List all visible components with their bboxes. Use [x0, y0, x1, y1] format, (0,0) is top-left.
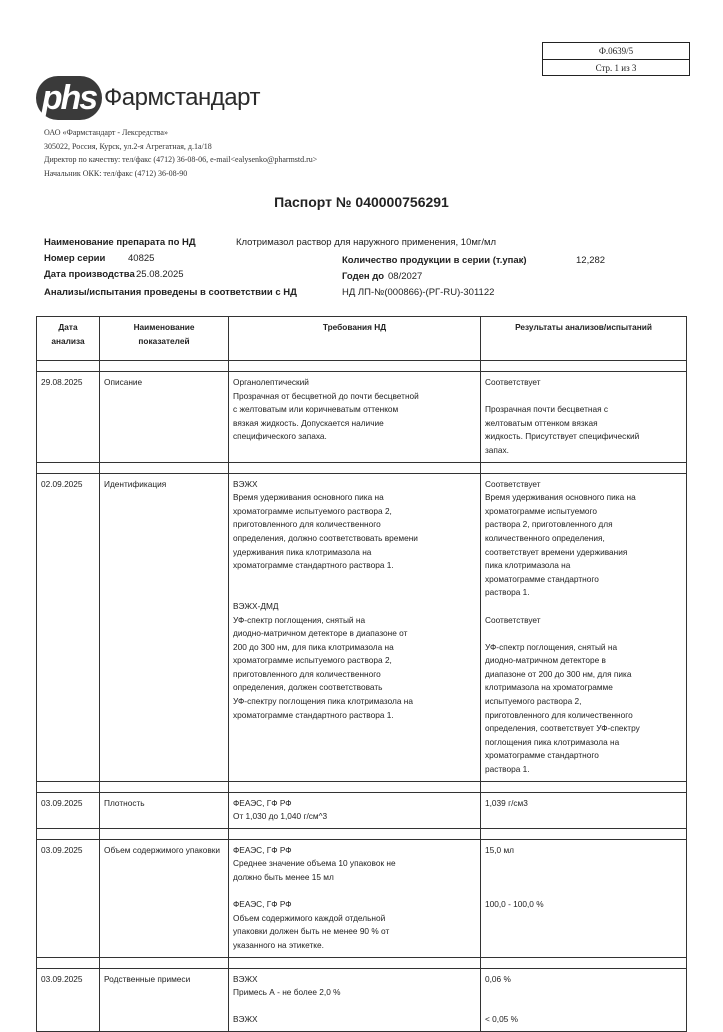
analysis-date — [37, 968, 100, 1031]
cell-line: Соответствует — [485, 377, 541, 387]
cell-line: приготовленного для количественного — [233, 519, 381, 530]
cell-line — [485, 986, 682, 1000]
cell-line: хроматограмме стандартного — [485, 750, 599, 761]
requirement-text — [229, 473, 481, 781]
analysis-date — [37, 473, 100, 781]
cell-line: хроматограмме испытуемого — [485, 505, 597, 516]
cell-line: 03.09.2025 — [41, 797, 83, 808]
cell-line: жидкость. Присутствует специфический — [485, 431, 640, 442]
cell-line: пика клотримазола на — [485, 560, 571, 571]
cell-line — [485, 885, 682, 899]
cell-line: желтоватым оттенком вязкая — [485, 417, 598, 428]
analysis-date — [37, 792, 100, 828]
row-spacer — [37, 828, 687, 839]
cell-line: испытуемого раствора 2, — [485, 696, 582, 707]
nd-value: НД ЛП-№(000866)-(РГ-RU)-301122 — [342, 287, 495, 298]
parameter-name — [100, 839, 229, 957]
row-spacer — [37, 781, 687, 792]
cell-line: УФ-спектр поглощения, снятый на — [233, 614, 366, 625]
cell-line: диапазоне от 200 до 300 нм, для пика — [485, 668, 632, 679]
company-info — [44, 126, 317, 180]
analysis-date — [37, 839, 100, 957]
okk-head-contact: Начальник ОКК: тел/факс (4712) 36-08-90 — [44, 168, 188, 178]
cell-line: раствора 1. — [485, 764, 530, 775]
cell-line: хроматограмме стандартного раствора 1. — [233, 709, 394, 720]
cell-line: хроматограмме стандартного раствора 1. — [233, 560, 394, 571]
cell-line: 02.09.2025 — [41, 478, 83, 489]
cell-line: диодно-матричном детекторе в диапазоне от — [233, 628, 408, 639]
cell-line: раствора 2, приготовленного для — [485, 519, 613, 530]
expiry-value: 08/2027 — [388, 271, 423, 282]
table-row — [37, 473, 687, 781]
cell-line — [485, 871, 682, 885]
table-header-row — [37, 317, 687, 361]
company-address: 305022, Россия, Курск, ул.2-я Агрегатная, д.1а/18 — [44, 141, 212, 151]
result-text — [481, 968, 687, 1031]
parameter-name — [100, 372, 229, 463]
cell-line — [233, 573, 476, 587]
table-row — [37, 839, 687, 957]
cell-line: количественного определения, — [485, 532, 605, 543]
quality-director-contact: Директор по качеству: тел/факс (4712) 36-08-06, e-mail<ealysenko@pharmstd.ru> — [44, 155, 318, 164]
table-row — [37, 968, 687, 1031]
cell-line — [233, 586, 476, 600]
cell-line — [233, 885, 476, 899]
cell-line: запах. — [485, 444, 509, 455]
header-date: Дата анализа — [37, 317, 100, 361]
cell-line: специфического запаха. — [233, 431, 327, 442]
cell-line: Прозрачная от бесцветной до почти бесцветной — [233, 390, 419, 401]
header-requirements: Требования НД — [229, 317, 481, 361]
cell-line: приготовленного для количественного — [233, 668, 381, 679]
cell-line: упаковки должен быть не менее 90 % от — [233, 926, 390, 937]
series-label: Номер серии — [44, 253, 106, 264]
header-results: Результаты анализов/испытаний — [481, 317, 687, 361]
cell-line: Органолептический — [233, 377, 309, 387]
cell-line — [485, 390, 682, 404]
cell-line: Прозрачная почти бесцветная с — [485, 404, 609, 415]
production-date-label: Дата производства — [44, 269, 135, 280]
cell-line: 03.09.2025 — [41, 973, 83, 984]
cell-line: Примесь А - не более 2,0 % — [233, 987, 341, 998]
requirement-text — [229, 792, 481, 828]
result-text — [481, 792, 687, 828]
cell-line: определения, соответствует УФ-спектру — [485, 723, 640, 734]
cell-line: удерживания пика клотримазола на — [233, 546, 372, 557]
cell-line: соответствует времени удерживания — [485, 546, 628, 557]
cell-line: 15,0 мл — [485, 844, 514, 855]
result-text — [481, 473, 687, 781]
cell-line: определения, должен соответствовать — [233, 682, 383, 693]
cell-line: определения, должно соответствовать времени — [233, 532, 418, 543]
cell-line — [233, 1000, 476, 1014]
cell-line — [485, 600, 682, 614]
cell-line: ВЭЖХ — [233, 478, 258, 489]
row-spacer — [37, 361, 687, 372]
form-code-box — [542, 42, 690, 76]
drug-value: Клотримазол раствор для наружного применения, 10мг/мл — [236, 237, 497, 248]
analysis-date — [37, 372, 100, 463]
cell-line: раствора 1. — [485, 587, 530, 598]
cell-line: хроматограмме испытуемого раствора 2, — [233, 655, 392, 666]
cell-line: поглощения пика клотримазола на — [485, 736, 620, 747]
cell-line: < 0,05 % — [485, 1014, 518, 1025]
cell-line: Объем содержимого каждой отдельной — [233, 912, 386, 923]
cell-line: 200 до 300 нм, для пика клотримазола на — [233, 641, 394, 652]
page-number: Стр. 1 из 3 — [543, 59, 689, 76]
cell-line: Соответствует — [485, 614, 541, 625]
cell-line: Время удерживания основного пика на — [233, 492, 384, 503]
result-text — [481, 839, 687, 957]
cell-line: должно быть менее 15 мл — [233, 872, 334, 882]
analysis-table — [36, 316, 687, 1032]
cell-line: ВЭЖХ — [233, 1014, 258, 1025]
cell-line: От 1,030 до 1,040 г/см^3 — [233, 811, 328, 822]
cell-line — [485, 627, 682, 641]
company-name: ОАО «Фармстандарт - Лексредства» — [44, 128, 168, 137]
passport-title: Паспорт № 040000756291 — [274, 194, 449, 210]
nd-label: Анализы/испытания проведены в соответствии с НД — [44, 287, 297, 298]
logo-name: Фармстандарт — [104, 84, 260, 111]
cell-line: 0,06 % — [485, 973, 511, 984]
cell-line: приготовленного для количественного — [485, 709, 633, 720]
cell-line: 03.09.2025 — [41, 844, 83, 855]
cell-line: клотримазола на хроматограмме — [485, 682, 613, 693]
row-spacer — [37, 957, 687, 968]
cell-line: ФЕАЭС, ГФ РФ — [233, 844, 292, 855]
result-text — [481, 372, 687, 463]
cell-line — [485, 857, 682, 871]
series-value: 40825 — [128, 253, 155, 264]
cell-line: ФЕАЭС, ГФ РФ — [233, 797, 292, 808]
cell-line: 100,0 - 100,0 % — [485, 899, 544, 910]
cell-line: Соответствует — [485, 478, 541, 489]
row-spacer — [37, 462, 687, 473]
cell-line: Время удерживания основного пика на — [485, 492, 636, 503]
cell-line: Идентификация — [104, 478, 167, 489]
cell-line: Описание — [104, 377, 143, 387]
cell-line: УФ-спектру поглощения пика клотримазола на — [233, 696, 414, 707]
cell-line: вязкая жидкость. Допускается наличие — [233, 417, 384, 428]
drug-label: Наименование препарата по НД — [44, 237, 196, 248]
cell-line: хроматограмме испытуемого раствора 2, — [233, 505, 392, 516]
cell-line: с желтоватым или коричневатым оттенком — [233, 404, 399, 415]
expiry-label: Годен до — [342, 271, 385, 282]
parameter-name — [100, 473, 229, 781]
cell-line: Плотность — [104, 797, 145, 808]
table-row — [37, 372, 687, 463]
cell-line: 29.08.2025 — [41, 377, 83, 387]
cell-line: Родственные примеси — [104, 973, 191, 984]
cell-line: 1,039 г/см3 — [485, 797, 528, 808]
cell-line: ВЭЖХ — [233, 973, 258, 984]
cell-line: указанного на этикетке. — [233, 939, 324, 950]
requirement-text — [229, 372, 481, 463]
production-date-value: 25.08.2025 — [136, 269, 184, 280]
quantity-value: 12,282 — [576, 255, 606, 266]
cell-line: УФ-спектр поглощения, снятый на — [485, 641, 618, 652]
parameter-name — [100, 968, 229, 1031]
quantity-label: Количество продукции в серии (т.упак) — [342, 255, 527, 266]
table-row — [37, 792, 687, 828]
parameter-name — [100, 792, 229, 828]
cell-line — [485, 1000, 682, 1014]
cell-line: ФЕАЭС, ГФ РФ — [233, 899, 292, 910]
requirement-text — [229, 968, 481, 1031]
cell-line: Среднее значение объема 10 упаковок не — [233, 858, 396, 869]
cell-line: ВЭЖХ-ДМД — [233, 600, 279, 611]
logo-mark: phs — [36, 76, 102, 120]
cell-line: хроматограмме стандартного — [485, 573, 599, 584]
header-parameter: Наименование показателей — [100, 317, 229, 361]
cell-line: Объем содержимого упаковки — [104, 844, 221, 855]
form-code: Ф.0639/5 — [598, 46, 634, 56]
requirement-text — [229, 839, 481, 957]
cell-line: диодно-матричном детекторе в — [485, 655, 606, 666]
